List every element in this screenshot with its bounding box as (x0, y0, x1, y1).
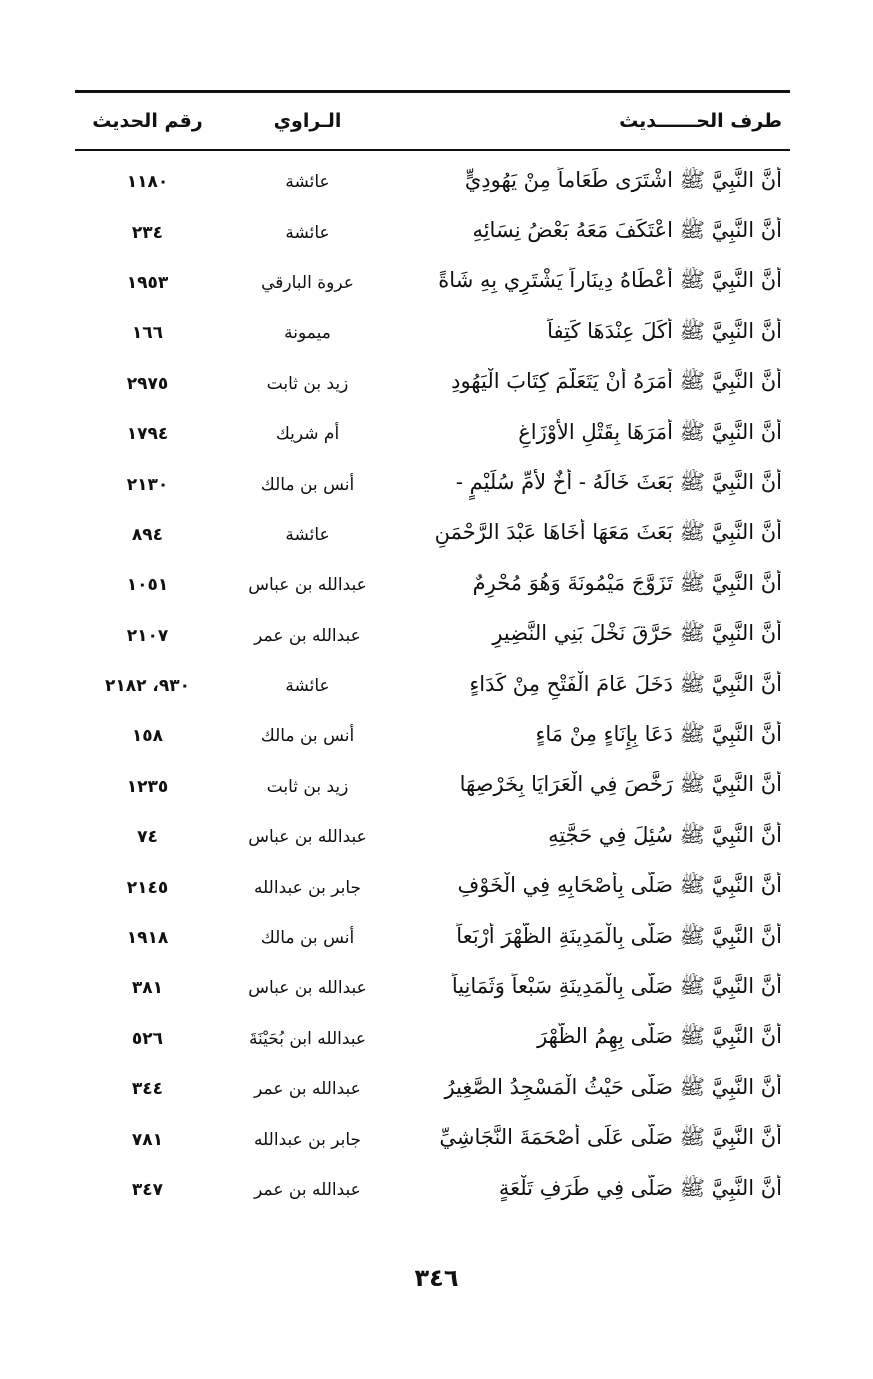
narrator-name: عائشة (285, 172, 330, 193)
hadith-number: ١٩٥٣ (126, 272, 169, 293)
table-row (75, 812, 790, 862)
narrator-name: أنس بن مالك (260, 726, 355, 747)
table-row (75, 611, 790, 661)
narrator-name: زيد بن ثابت (266, 373, 349, 394)
hadith-number: ١٠٥١ (126, 575, 169, 596)
narrator-name: ميمونة (284, 323, 331, 344)
hadith-number: ١١٨٠ (126, 172, 169, 193)
table-row (75, 258, 790, 308)
narrator-name: عائشة (285, 222, 330, 243)
narrator-name: زيد بن ثابت (266, 776, 349, 797)
table-row (75, 913, 790, 963)
narrator-name: عائشة (285, 676, 330, 697)
hadith-text: أَنَّ النَّبِيَّ ﷺ اعْتَكَفَ مَعَهُ بَعْضُ نِسَائِهِ (472, 218, 782, 243)
narrator-name: عبدالله بن عباس (248, 827, 367, 848)
narrator-name: أنس بن مالك (260, 474, 355, 495)
table-row (75, 1165, 790, 1215)
hadith-text: أَنَّ النَّبِيَّ ﷺ صَلَّى بِأَصْحَابِهِ فِي الْخَوْفِ (457, 873, 782, 898)
narrator-name: عبدالله بن عمر (254, 625, 361, 646)
hadith-text: أَنَّ النَّبِيَّ ﷺ صَلَّى حَيْثُ الْمَسْجِدُ الصَّغِيرُ (444, 1074, 782, 1099)
hadith-text: أَنَّ النَّبِيَّ ﷺ أَمَرَهَا بِقَتْلِ الأَوْزَاغِ (518, 419, 782, 444)
hadith-text: أَنَّ النَّبِيَّ ﷺ تَزَوَّجَ مَيْمُونَةَ وَهُوَ مُحْرِمٌ (472, 570, 782, 595)
header-hadith: طرف الحــــــديث (619, 110, 782, 132)
table-row (75, 308, 790, 358)
narrator-name: أم شريك (275, 424, 340, 445)
table-row (75, 359, 790, 409)
narrator-name: عائشة (285, 524, 330, 545)
narrator-name: عروة البارقي (261, 272, 354, 293)
table-row (75, 1014, 790, 1064)
hadith-text: أَنَّ النَّبِيَّ ﷺ رَخَّصَ فِي الْعَرَايَا بِخَرْصِهَا (459, 772, 782, 797)
hadith-number: ١٥٨ (131, 726, 164, 747)
hadith-text: أَنَّ النَّبِيَّ ﷺ حَرَّقَ نَخْلَ بَنِي النَّضِيرِ (492, 621, 782, 646)
table-row (75, 862, 790, 912)
hadith-number: ١٩١٨ (126, 928, 169, 949)
table-body (75, 151, 790, 1215)
narrator-name: عبدالله بن عباس (248, 575, 367, 596)
hadith-text: أَنَّ النَّبِيَّ ﷺ صَلَّى بِهِمُ الظُّهْرَ (537, 1024, 782, 1049)
hadith-number: ٢١٠٧ (126, 625, 169, 646)
hadith-number: ٢٩٧٥ (126, 373, 169, 394)
hadith-text: أَنَّ النَّبِيَّ ﷺ اشْتَرَى طَعَاماً مِنْ يَهُودِيٍّ (464, 167, 782, 192)
table-row (75, 207, 790, 257)
hadith-number: ٢٣٤ (131, 222, 164, 243)
hadith-number: ٧٤ (137, 827, 158, 848)
header-narrator: الـراوي (273, 110, 342, 132)
narrator-name: عبدالله ابن بُحَيْنَةَ (248, 1028, 367, 1049)
table-row (75, 963, 790, 1013)
narrator-name: عبدالله بن عباس (248, 978, 367, 999)
hadith-text: أَنَّ النَّبِيَّ ﷺ دَخَلَ عَامَ الْفَتْحِ مِنْ كَدَاءٍ (469, 671, 782, 696)
hadith-text: أَنَّ النَّبِيَّ ﷺ صَلَّى بِالْمَدِينَةِ الظُّهْرَ أَرْبَعاً (456, 923, 782, 948)
hadith-number: ٣٤٤ (131, 1079, 164, 1100)
hadith-index-table (75, 90, 790, 1215)
hadith-number: ٣٨١ (131, 978, 164, 999)
narrator-name: جابر بن عبدالله (253, 877, 362, 898)
narrator-name: عبدالله بن عمر (254, 1180, 361, 1200)
hadith-text: أَنَّ النَّبِيَّ ﷺ أَعْطَاهُ دِينَاراً يَشْتَرِي بِهِ شَاةً (438, 268, 782, 293)
hadith-text: أَنَّ النَّبِيَّ ﷺ صَلَّى فِي طَرَفِ تَلْعَةٍ (498, 1175, 782, 1200)
table-row (75, 711, 790, 761)
hadith-text: أَنَّ النَّبِيَّ ﷺ أَمَرَهُ أَنْ يَتَعَلَّمَ كِتَابَ الْيَهُودِ (451, 369, 782, 394)
hadith-text: أَنَّ النَّبِيَّ ﷺ صَلَّى بِالْمَدِينَةِ سَبْعاً وَثَمَانِياً (451, 973, 782, 998)
narrator-name: عبدالله بن عمر (254, 1079, 361, 1100)
hadith-number: ٧٨١ (131, 1129, 164, 1150)
hadith-text: أَنَّ النَّبِيَّ ﷺ بَعَثَ خَالَهُ - أَخٌ لأُمِّ سُلَيْمٍ - (455, 470, 782, 495)
hadith-number: ٥٢٦ (131, 1028, 164, 1049)
narrator-name: أنس بن مالك (260, 928, 355, 949)
hadith-text: أَنَّ النَّبِيَّ ﷺ بَعَثَ مَعَهَا أَخَاهَا عَبْدَ الرَّحْمَنِ (434, 520, 782, 545)
hadith-number: ٩٣٠، ٢١٨٢ (104, 676, 191, 697)
hadith-text: أَنَّ النَّبِيَّ ﷺ أَكَلَ عِنْدَهَا كَتِفاً (547, 318, 782, 343)
hadith-number: ٣٤٧ (131, 1180, 164, 1200)
table-row (75, 560, 790, 610)
table-header (75, 93, 790, 149)
hadith-number: ٨٩٤ (131, 524, 164, 545)
hadith-text: أَنَّ النَّبِيَّ ﷺ دَعَا بِإِنَاءٍ مِنْ مَاءٍ (535, 721, 782, 746)
table-row (75, 1064, 790, 1114)
hadith-number: ٢١٣٠ (126, 474, 169, 495)
hadith-number: ١٧٩٤ (126, 424, 169, 445)
table-row (75, 661, 790, 711)
page-number: ٣٤٦ (414, 1264, 459, 1292)
table-row (75, 409, 790, 459)
table-row (75, 1114, 790, 1164)
table-row (75, 157, 790, 207)
table-row (75, 459, 790, 509)
hadith-number: ١٢٣٥ (126, 776, 169, 797)
hadith-number: ١٦٦ (131, 323, 164, 344)
hadith-text: أَنَّ النَّبِيَّ ﷺ صَلَّى عَلَى أَصْحَمَةَ النَّجَاشِيِّ (439, 1125, 782, 1150)
table-row (75, 762, 790, 812)
hadith-text: أَنَّ النَّبِيَّ ﷺ سُئِلَ فِي حَجَّتِهِ (548, 822, 782, 847)
header-number: رقم الحديث (92, 110, 203, 132)
narrator-name: جابر بن عبدالله (253, 1129, 362, 1150)
hadith-number: ٢١٤٥ (126, 877, 169, 898)
table-row (75, 510, 790, 560)
